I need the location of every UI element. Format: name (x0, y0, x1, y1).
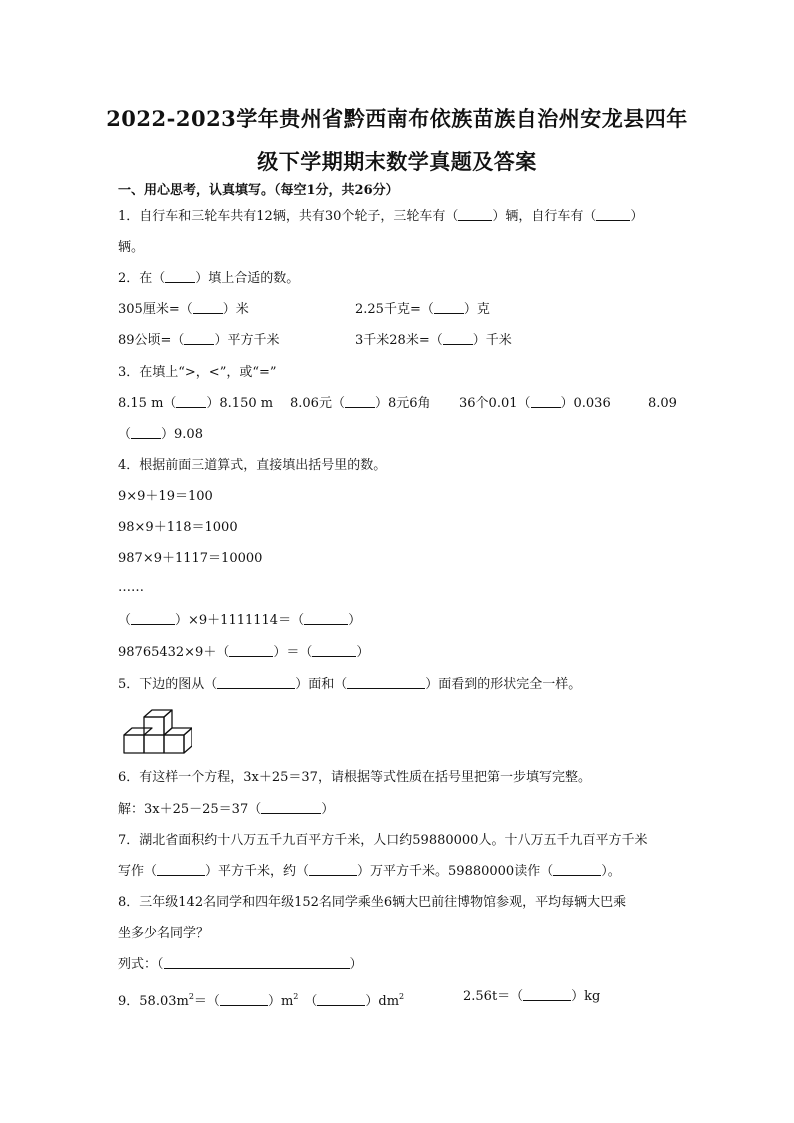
q7-blank-3[interactable] (553, 863, 601, 876)
question-4-ellipsis: …… (118, 580, 144, 595)
question-7-line-2 (118, 863, 621, 881)
q6-text-b: ） (321, 802, 335, 817)
q1-text-a: 1．自行车和三轮车共有12辆，共有30个轮子，三轮车有（ (118, 209, 459, 224)
q2-item-3-text: 89公顷=（ (118, 333, 185, 348)
question-1-line-1 (118, 208, 643, 226)
q9-text-f: 2.56t＝（ (463, 989, 524, 1004)
q8-text-b: ） (349, 957, 363, 972)
q4-eq5-close: ） (356, 645, 370, 660)
q4-eq4-close: ） (348, 613, 362, 628)
q1-text-b: ）辆，自行车有（ (492, 209, 597, 224)
cube-bottom-middle (144, 735, 164, 753)
q7-blank-1[interactable] (157, 863, 205, 876)
q3-item-2-right: ）8元6角 (374, 396, 431, 411)
q2-blank-2[interactable] (434, 301, 464, 314)
q3-item-4-right: ）9.08 (161, 427, 203, 442)
question-3-item-1 (118, 395, 273, 413)
q4-eq4-middle: ）×9＋1111114＝（ (175, 613, 305, 628)
q9-blank-2[interactable] (317, 993, 365, 1006)
question-4-equation-3: 987×9＋1117＝10000 (118, 551, 263, 566)
q9-text-c: ）m (267, 994, 294, 1009)
question-4-equation-1: 9×9＋19＝100 (118, 489, 213, 504)
q3-blank-1[interactable] (176, 395, 206, 408)
question-9-right (463, 988, 600, 1006)
q3-item-1-right: ）8.150 m (206, 396, 274, 411)
question-2-item-1 (118, 301, 249, 319)
q1-blank-bicycles[interactable] (596, 208, 630, 221)
q5-text-c: ）面看到的形状完全一样。 (425, 677, 582, 692)
q4-eq5-middle: ）＝（ (273, 645, 313, 660)
question-3-item-3 (459, 395, 611, 413)
cube-bottom-left (124, 735, 144, 753)
q2-item-2-text: 2.25千克=（ (355, 302, 434, 317)
question-2-item-4 (355, 332, 512, 350)
question-3-item-4 (118, 426, 203, 444)
q6-text-a: 解：3x＋25－25＝37（ (118, 802, 262, 817)
q7-text-c: ）万平方千米。59880000读作（ (357, 864, 554, 879)
q2-text-a: 2．在（ (118, 271, 166, 286)
q9-text-e: ）dm (365, 994, 400, 1009)
question-2-item-2 (355, 301, 490, 319)
q4-blank-3[interactable] (229, 644, 273, 657)
q9-text-g: ）kg (571, 989, 601, 1004)
q9-blank-3[interactable] (523, 988, 571, 1001)
q2-item-4-text: 3千米28米=（ (355, 333, 443, 348)
question-9-left (118, 988, 404, 1011)
q9-blank-1[interactable] (220, 993, 268, 1006)
q9-text-d: （ (304, 994, 318, 1009)
question-8-line-2: 坐多少名同学？ (118, 926, 210, 941)
q4-blank-2[interactable] (304, 612, 348, 625)
q5-text-b: ）面和（ (295, 677, 348, 692)
q4-eq4-open: （ (118, 613, 132, 628)
q5-text-a: 5．下边的图从（ (118, 677, 218, 692)
q8-blank[interactable] (164, 956, 350, 969)
page-title-line-1: 2022-2023学年贵州省黔西南布依族苗族自治州安龙县四年 (106, 106, 688, 131)
q2-item-3-unit: ）平方千米 (214, 333, 280, 348)
q7-text-a: 写作（ (118, 864, 158, 879)
q7-text-d: ）。 (601, 864, 621, 879)
question-3-item-4-left: 8.09 (648, 396, 677, 411)
cube-bottom-right (164, 735, 184, 753)
cube-stack-figure (120, 703, 192, 759)
section-heading: 一、用心思考，认真填写。（每空1分，共26分） (118, 183, 399, 198)
question-7-line-1: 7．湖北省面积约十八万五千九百平方千米，人口约59880000人。十八万五千九百平方千米 (118, 833, 648, 848)
q5-blank-1[interactable] (217, 676, 295, 689)
q9-sup-2: 2 (293, 992, 299, 1001)
question-5-text (118, 676, 581, 694)
question-2-item-3 (118, 332, 279, 350)
q1-blank-tricycles[interactable] (458, 208, 492, 221)
page-title-line-2: 级下学期期末数学真题及答案 (257, 149, 537, 174)
q8-text-a: 列式：（ (118, 957, 164, 972)
q3-blank-3[interactable] (531, 395, 561, 408)
question-8-line-1: 8．三年级142名同学和四年级152名同学乘坐6辆大巴前往博物馆参观，平均每辆大巴乘 (118, 895, 627, 910)
q3-blank-4[interactable] (131, 426, 161, 439)
q2-blank-4[interactable] (443, 332, 473, 345)
q4-eq5-left: 98765432×9＋（ (118, 645, 230, 660)
q2-item-1-text: 305厘米=（ (118, 302, 193, 317)
question-3-item-2 (290, 395, 431, 413)
q7-text-b: ）平方千米，约（ (205, 864, 310, 879)
question-1-line-2: 辆。 (118, 240, 145, 255)
question-6-title: 6．有这样一个方程，3x＋25＝37，请根据等式性质在括号里把第一步填写完整。 (118, 770, 591, 785)
q3-item-1-left: 8.15 m（ (118, 396, 177, 411)
q2-item-1-unit: ）米 (222, 302, 249, 317)
q2-blank-1[interactable] (193, 301, 223, 314)
q3-item-3-right: ）0.036 (560, 396, 611, 411)
question-2-title (118, 270, 299, 288)
cube-bottom-left-top (124, 728, 152, 735)
q2-blank-3[interactable] (184, 332, 214, 345)
q9-text-b: ＝（ (193, 994, 220, 1009)
question-3-title: 3．在填上“>，<”，或“=” (118, 365, 277, 380)
q9-sup-1: 2 (188, 992, 194, 1001)
question-6-solution (118, 801, 334, 819)
q3-item-3-left: 36个0.01（ (459, 396, 531, 411)
q2-text-b: ）填上合适的数。 (195, 271, 300, 286)
q4-blank-1[interactable] (131, 612, 175, 625)
q6-blank[interactable] (261, 801, 321, 814)
cube-bottom-right-side (184, 728, 192, 753)
question-4-title: 4．根据前面三道算式，直接填出括号里的数。 (118, 458, 387, 473)
q2-item-2-unit: ）克 (463, 302, 490, 317)
question-4-equation-4 (118, 612, 361, 630)
q3-blank-2[interactable] (345, 395, 375, 408)
q1-text-c: ） (630, 209, 644, 224)
q7-blank-2[interactable] (309, 863, 357, 876)
question-4-equation-2: 98×9＋118＝1000 (118, 520, 238, 535)
q3-item-2-left: 8.06元（ (290, 396, 345, 411)
question-4-equation-5 (118, 644, 369, 662)
q9-text-a: 9．58.03m (118, 994, 189, 1009)
q4-blank-4[interactable] (312, 644, 356, 657)
q9-sup-3: 2 (399, 992, 405, 1001)
question-8-formula (118, 956, 363, 974)
q3-item-4-open: （ (118, 427, 132, 442)
q5-blank-2[interactable] (347, 676, 425, 689)
q2-item-4-unit: ）千米 (472, 333, 512, 348)
q2-blank-example (165, 270, 195, 283)
